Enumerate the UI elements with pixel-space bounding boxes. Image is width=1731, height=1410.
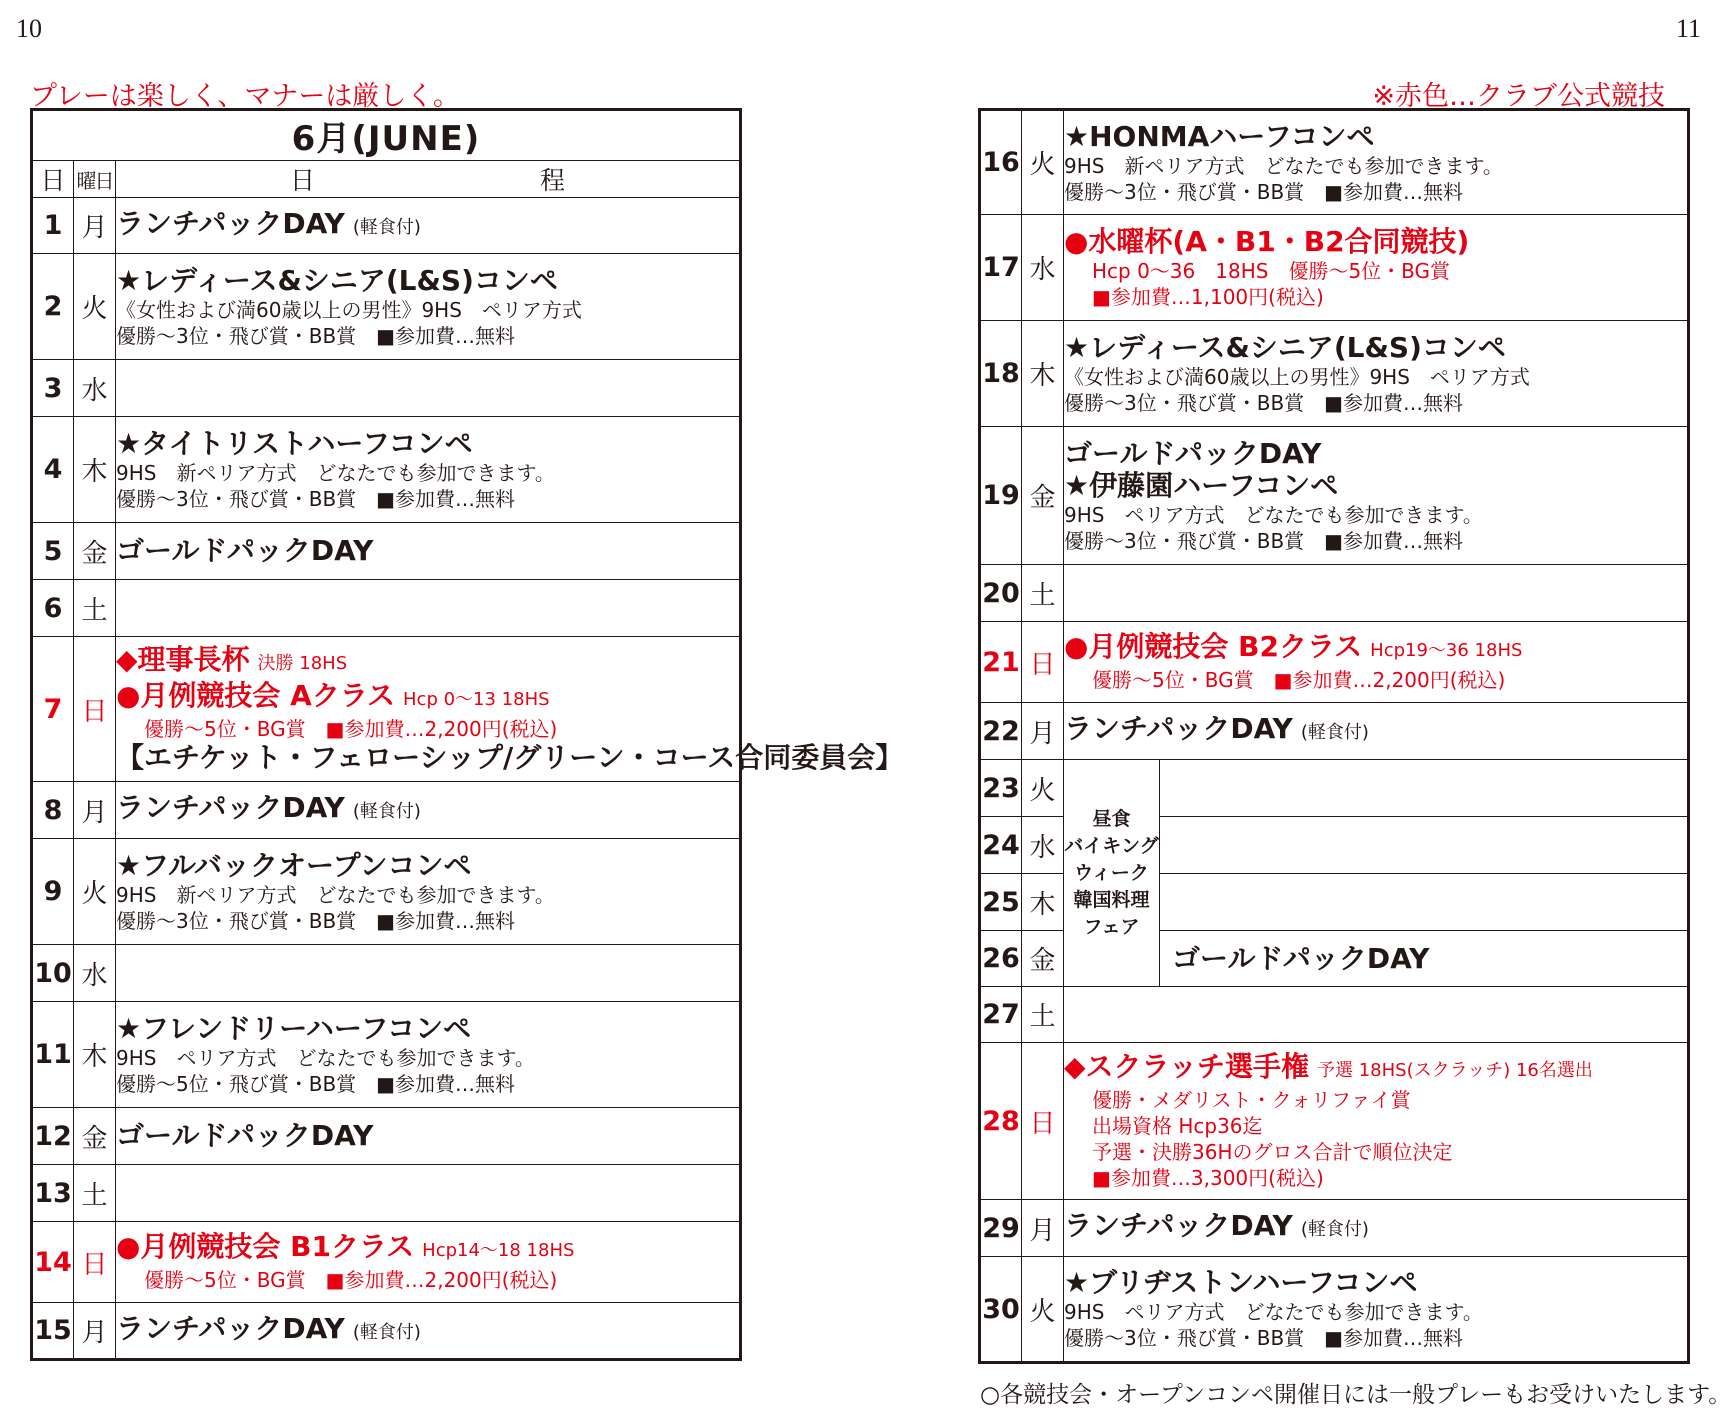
event-cell xyxy=(1064,987,1689,1043)
day-number: 11 xyxy=(32,1002,74,1108)
event-title xyxy=(1064,226,1687,258)
weekday: 水 xyxy=(1022,817,1064,874)
day-number: 5 xyxy=(32,523,74,580)
event-cell xyxy=(1160,874,1689,931)
event-text: 優勝〜3位・飛び賞・BB賞 ■参加費…無料 xyxy=(116,486,516,511)
day-number: 22 xyxy=(980,703,1022,760)
schedule-row xyxy=(980,321,1689,427)
event-text: ■参加費…3,300円(税込) xyxy=(1092,1166,1324,1190)
left-schedule-body xyxy=(32,198,904,1360)
event-detail xyxy=(116,716,739,742)
event-cell xyxy=(116,417,741,523)
weekday: 月 xyxy=(1022,703,1064,760)
weekday: 水 xyxy=(1022,215,1064,321)
buffet-week-line: フェア xyxy=(1083,915,1140,938)
day-number: 26 xyxy=(980,931,1022,987)
event-text: ランチパックDAY xyxy=(1064,712,1293,745)
day-number: 24 xyxy=(980,817,1022,874)
schedule-row xyxy=(980,215,1689,321)
event-text: 9HS 新ペリア方式 どなたでも参加できます。 xyxy=(1064,153,1503,178)
event-detail xyxy=(1064,502,1687,528)
day-number: 12 xyxy=(32,1108,74,1165)
day-number: 30 xyxy=(980,1257,1022,1363)
event-text: ランチパックDAY xyxy=(116,791,345,824)
event-title xyxy=(1064,1267,1687,1299)
event-title xyxy=(1064,438,1687,470)
event-text: ◆理事長杯 xyxy=(116,643,250,676)
event-text: 《女性および満60歳以上の男性》9HS ペリア方式 xyxy=(1064,364,1530,389)
weekday: 木 xyxy=(1022,321,1064,427)
day-number: 29 xyxy=(980,1200,1022,1257)
weekday: 水 xyxy=(74,360,116,417)
event-cell xyxy=(1064,565,1689,622)
event-title xyxy=(1064,713,1687,749)
buffet-week-label xyxy=(1064,760,1160,987)
schedule-row xyxy=(980,1043,1689,1200)
event-note: 決勝 18HS xyxy=(257,653,348,674)
event-cell xyxy=(116,580,741,637)
event-cell xyxy=(116,1222,741,1303)
event-cell xyxy=(116,637,904,782)
weekday: 金 xyxy=(1022,427,1064,565)
event-text: ランチパックDAY xyxy=(116,1311,345,1345)
event-text: 優勝〜3位・飛び賞・BB賞 ■参加費…無料 xyxy=(1064,528,1464,553)
event-text: 優勝〜5位・BG賞 ■参加費…2,200円(税込) xyxy=(1092,668,1506,692)
event-text: ゴールドパックDAY xyxy=(1172,941,1430,975)
event-text: Hcp 0〜36 18HS 優勝〜5位・BG賞 xyxy=(1092,258,1451,283)
event-text: ★レディース&シニア(L&S)コンペ xyxy=(1064,330,1506,364)
schedule-row xyxy=(32,1108,741,1165)
day-number: 3 xyxy=(32,360,74,417)
day-number: 10 xyxy=(32,945,74,1002)
right-schedule-table xyxy=(978,108,1690,1364)
event-title xyxy=(116,741,904,774)
event-text: ★HONMAハーフコンペ xyxy=(1064,119,1375,153)
buffet-week-line: 韓国料理 xyxy=(1073,888,1150,911)
schedule-row xyxy=(980,565,1689,622)
event-text: 優勝・メダリスト・クォリファイ賞 xyxy=(1092,1088,1411,1112)
event-title xyxy=(116,265,739,297)
event-cell xyxy=(1064,1200,1689,1257)
day-number: 4 xyxy=(32,417,74,523)
weekday: 金 xyxy=(1022,931,1064,987)
schedule-row xyxy=(32,1222,741,1303)
event-text: ランチパックDAY xyxy=(1064,1209,1293,1242)
event-detail xyxy=(1064,1087,1687,1113)
schedule-row xyxy=(32,839,741,945)
event-text: ランチパックDAY xyxy=(116,206,345,240)
legend: ※赤色…クラブ公式競技 xyxy=(1372,81,1665,112)
event-title xyxy=(1064,631,1687,667)
left-schedule xyxy=(30,108,904,1361)
weekday: 土 xyxy=(1022,987,1064,1043)
weekday: 日 xyxy=(1022,1043,1064,1200)
schedule-row xyxy=(32,945,741,1002)
event-cell xyxy=(1160,931,1689,987)
event-cell xyxy=(1064,703,1689,760)
event-cell xyxy=(116,254,741,360)
day-number: 18 xyxy=(980,321,1022,427)
day-number: 14 xyxy=(32,1222,74,1303)
schedule-row xyxy=(32,198,741,254)
weekday: 月 xyxy=(1022,1200,1064,1257)
weekday: 木 xyxy=(74,417,116,523)
event-text: 優勝〜5位・飛び賞・BB賞 ■参加費…無料 xyxy=(116,1071,516,1096)
event-detail xyxy=(1064,1325,1687,1351)
event-note: (軽食付) xyxy=(352,1321,421,1343)
event-note: (軽食付) xyxy=(352,216,421,238)
event-cell xyxy=(116,782,741,839)
event-text: ゴールドパックDAY xyxy=(1064,436,1322,470)
event-title xyxy=(116,680,739,716)
event-title xyxy=(116,1013,739,1045)
column-schedule: 日 程 xyxy=(116,161,741,198)
event-cell xyxy=(1064,1043,1689,1200)
day-number: 2 xyxy=(32,254,74,360)
weekday: 火 xyxy=(74,839,116,945)
event-detail xyxy=(1064,1299,1687,1325)
day-number: 6 xyxy=(32,580,74,637)
event-detail xyxy=(116,1071,739,1097)
event-note: Hcp19〜36 18HS xyxy=(1370,640,1523,661)
event-text: ★タイトリストハーフコンペ xyxy=(116,426,473,460)
weekday: 水 xyxy=(74,945,116,1002)
weekday: 土 xyxy=(1022,565,1064,622)
weekday: 月 xyxy=(74,198,116,254)
event-text: 優勝〜3位・飛び賞・BB賞 ■参加費…無料 xyxy=(116,323,516,348)
schedule-row xyxy=(980,987,1689,1043)
event-text: 9HS ペリア方式 どなたでも参加できます。 xyxy=(1064,502,1483,527)
month-title: 6月(JUNE) xyxy=(32,110,741,161)
event-cell xyxy=(116,198,741,254)
event-note: Hcp 0〜13 18HS xyxy=(403,689,550,710)
event-title xyxy=(1064,121,1687,153)
event-title xyxy=(1064,332,1687,364)
event-cell xyxy=(116,1108,741,1165)
event-text: ●月例競技会 B1クラス xyxy=(116,1230,415,1263)
event-text: 優勝〜3位・飛び賞・BB賞 ■参加費…無料 xyxy=(1064,390,1464,415)
day-number: 8 xyxy=(32,782,74,839)
buffet-week-line: バイキング xyxy=(1064,834,1159,857)
buffet-week-line: ウィーク xyxy=(1074,861,1149,884)
event-detail xyxy=(1064,364,1687,390)
event-text: ●月例競技会 Aクラス xyxy=(116,679,396,712)
event-detail xyxy=(116,1267,739,1293)
event-text: 【エチケット・フェローシップ/グリーン・コース合同委員会】 xyxy=(116,741,904,774)
day-number: 13 xyxy=(32,1165,74,1222)
event-text: 優勝〜3位・飛び賞・BB賞 ■参加費…無料 xyxy=(116,908,516,933)
event-cell xyxy=(116,1165,741,1222)
weekday: 火 xyxy=(1022,110,1064,215)
schedule-row xyxy=(32,580,741,637)
event-cell xyxy=(1064,1257,1689,1363)
column-day: 日 xyxy=(32,161,74,198)
schedule-row xyxy=(980,1257,1689,1363)
schedule-row xyxy=(32,1303,741,1360)
weekday: 月 xyxy=(74,1303,116,1360)
event-title xyxy=(1064,1210,1687,1246)
day-number: 9 xyxy=(32,839,74,945)
event-text: 出場資格 Hcp36迄 xyxy=(1092,1114,1263,1138)
page-number-left: 10 xyxy=(16,14,42,43)
event-text: ★フレンドリーハーフコンペ xyxy=(116,1011,472,1045)
day-number: 23 xyxy=(980,760,1022,817)
event-cell xyxy=(1160,817,1689,874)
event-detail xyxy=(1064,1165,1687,1191)
event-title xyxy=(116,792,739,828)
event-detail xyxy=(1064,528,1687,554)
weekday: 火 xyxy=(1022,1257,1064,1363)
event-detail xyxy=(116,882,739,908)
schedule-row xyxy=(32,1165,741,1222)
weekday: 日 xyxy=(74,1222,116,1303)
event-detail xyxy=(1064,1113,1687,1139)
event-title xyxy=(116,644,739,680)
event-title xyxy=(116,535,739,567)
event-detail xyxy=(1064,667,1687,693)
event-text: 優勝〜3位・飛び賞・BB賞 ■参加費…無料 xyxy=(1064,1326,1464,1350)
schedule-row xyxy=(980,622,1689,703)
schedule-row xyxy=(980,703,1689,760)
day-number: 25 xyxy=(980,874,1022,931)
event-cell xyxy=(116,1002,741,1108)
event-text: ●月例競技会 B2クラス xyxy=(1064,630,1363,663)
event-detail xyxy=(1064,153,1687,179)
event-note: (軽食付) xyxy=(352,801,421,822)
event-text: ●水曜杯(A・B1・B2合同競技) xyxy=(1064,224,1470,258)
event-cell xyxy=(116,523,741,580)
event-title xyxy=(116,850,739,882)
event-cell xyxy=(116,1303,741,1360)
footer-note: ○各競技会・オープンコンペ開催日には一般プレーもお受けいたします。 xyxy=(980,1382,1731,1408)
schedule-row xyxy=(32,637,741,782)
schedule-row xyxy=(980,760,1689,817)
schedule-row xyxy=(32,254,741,360)
weekday: 日 xyxy=(74,637,116,782)
event-note: Hcp14〜18 18HS xyxy=(422,1240,575,1261)
weekday: 木 xyxy=(1022,874,1064,931)
event-detail xyxy=(1064,1139,1687,1165)
day-number: 28 xyxy=(980,1043,1022,1200)
event-detail xyxy=(116,486,739,512)
day-number: 27 xyxy=(980,987,1022,1043)
event-text: ★伊藤園ハーフコンペ xyxy=(1064,468,1339,502)
right-schedule xyxy=(978,108,1690,1364)
schedule-row xyxy=(32,417,741,523)
event-text: 《女性および満60歳以上の男性》9HS ペリア方式 xyxy=(116,297,582,322)
event-text: ★レディース&シニア(L&S)コンペ xyxy=(116,263,558,297)
event-title xyxy=(116,1120,739,1152)
schedule-row xyxy=(32,523,741,580)
event-text: ◆スクラッチ選手権 xyxy=(1064,1050,1309,1083)
event-detail xyxy=(1064,390,1687,416)
day-number: 16 xyxy=(980,110,1022,215)
event-text: 9HS ペリア方式 どなたでも参加できます。 xyxy=(1064,1300,1483,1324)
day-number: 17 xyxy=(980,215,1022,321)
event-detail xyxy=(1064,284,1687,310)
event-cell xyxy=(1064,215,1689,321)
weekday: 火 xyxy=(1022,760,1064,817)
day-number: 15 xyxy=(32,1303,74,1360)
event-cell xyxy=(1064,321,1689,427)
event-title xyxy=(1064,1051,1687,1087)
event-note: 予選 18HS(スクラッチ) 16名選出 xyxy=(1316,1060,1593,1081)
event-text: ★ブリヂストンハーフコンペ xyxy=(1064,1266,1418,1299)
motto: プレーは楽しく、マナーは厳しく。 xyxy=(30,81,460,112)
event-title xyxy=(1172,943,1687,975)
event-cell xyxy=(116,839,741,945)
event-text: 優勝〜3位・飛び賞・BB賞 ■参加費…無料 xyxy=(1064,179,1464,204)
weekday: 月 xyxy=(74,782,116,839)
event-note: (軽食付) xyxy=(1300,1219,1369,1240)
event-text: ■参加費…1,100円(税込) xyxy=(1092,284,1324,309)
event-detail xyxy=(116,323,739,349)
event-detail xyxy=(116,297,739,323)
day-number: 20 xyxy=(980,565,1022,622)
weekday: 金 xyxy=(74,1108,116,1165)
day-number: 1 xyxy=(32,198,74,254)
event-cell xyxy=(1160,760,1689,817)
schedule-row xyxy=(980,110,1689,215)
event-text: 優勝〜5位・BG賞 ■参加費…2,200円(税込) xyxy=(144,1268,558,1292)
right-schedule-body xyxy=(980,110,1689,1363)
weekday: 火 xyxy=(74,254,116,360)
event-cell xyxy=(1064,622,1689,703)
event-text: ゴールドパックDAY xyxy=(116,534,374,567)
event-title xyxy=(116,208,739,244)
schedule-row xyxy=(32,360,741,417)
schedule-row xyxy=(980,427,1689,565)
weekday: 金 xyxy=(74,523,116,580)
event-detail xyxy=(116,908,739,934)
page-number-right: 11 xyxy=(1676,14,1702,43)
event-note: (軽食付) xyxy=(1300,722,1369,743)
event-cell xyxy=(116,360,741,417)
event-detail xyxy=(1064,179,1687,205)
event-title xyxy=(116,1231,739,1267)
day-number: 7 xyxy=(32,637,74,782)
event-text: 9HS ペリア方式 どなたでも参加できます。 xyxy=(116,1045,535,1070)
event-cell xyxy=(116,945,741,1002)
day-number: 19 xyxy=(980,427,1022,565)
event-detail xyxy=(1064,258,1687,284)
schedule-row xyxy=(980,1200,1689,1257)
event-text: 9HS 新ペリア方式 どなたでも参加できます。 xyxy=(116,460,555,485)
weekday: 土 xyxy=(74,580,116,637)
event-text: ゴールドパックDAY xyxy=(116,1119,374,1152)
event-title xyxy=(1064,470,1687,502)
event-text: 優勝〜5位・BG賞 ■参加費…2,200円(税込) xyxy=(144,717,558,741)
event-cell xyxy=(1064,110,1689,215)
weekday: 日 xyxy=(1022,622,1064,703)
weekday: 木 xyxy=(74,1002,116,1108)
buffet-week-line: 昼食 xyxy=(1092,807,1131,830)
schedule-row xyxy=(32,1002,741,1108)
event-text: 予選・決勝36Hのグロス合計で順位決定 xyxy=(1092,1140,1453,1164)
column-weekday: 曜日 xyxy=(74,161,116,198)
event-title xyxy=(116,428,739,460)
event-detail xyxy=(116,460,739,486)
day-number: 21 xyxy=(980,622,1022,703)
event-title xyxy=(116,1313,739,1349)
event-text: ★フルバックオープンコンペ xyxy=(116,848,472,882)
schedule-row xyxy=(32,782,741,839)
left-schedule-table xyxy=(30,108,904,1361)
event-text: 9HS 新ペリア方式 どなたでも参加できます。 xyxy=(116,882,555,907)
event-detail xyxy=(116,1045,739,1071)
weekday: 土 xyxy=(74,1165,116,1222)
event-cell xyxy=(1064,427,1689,565)
